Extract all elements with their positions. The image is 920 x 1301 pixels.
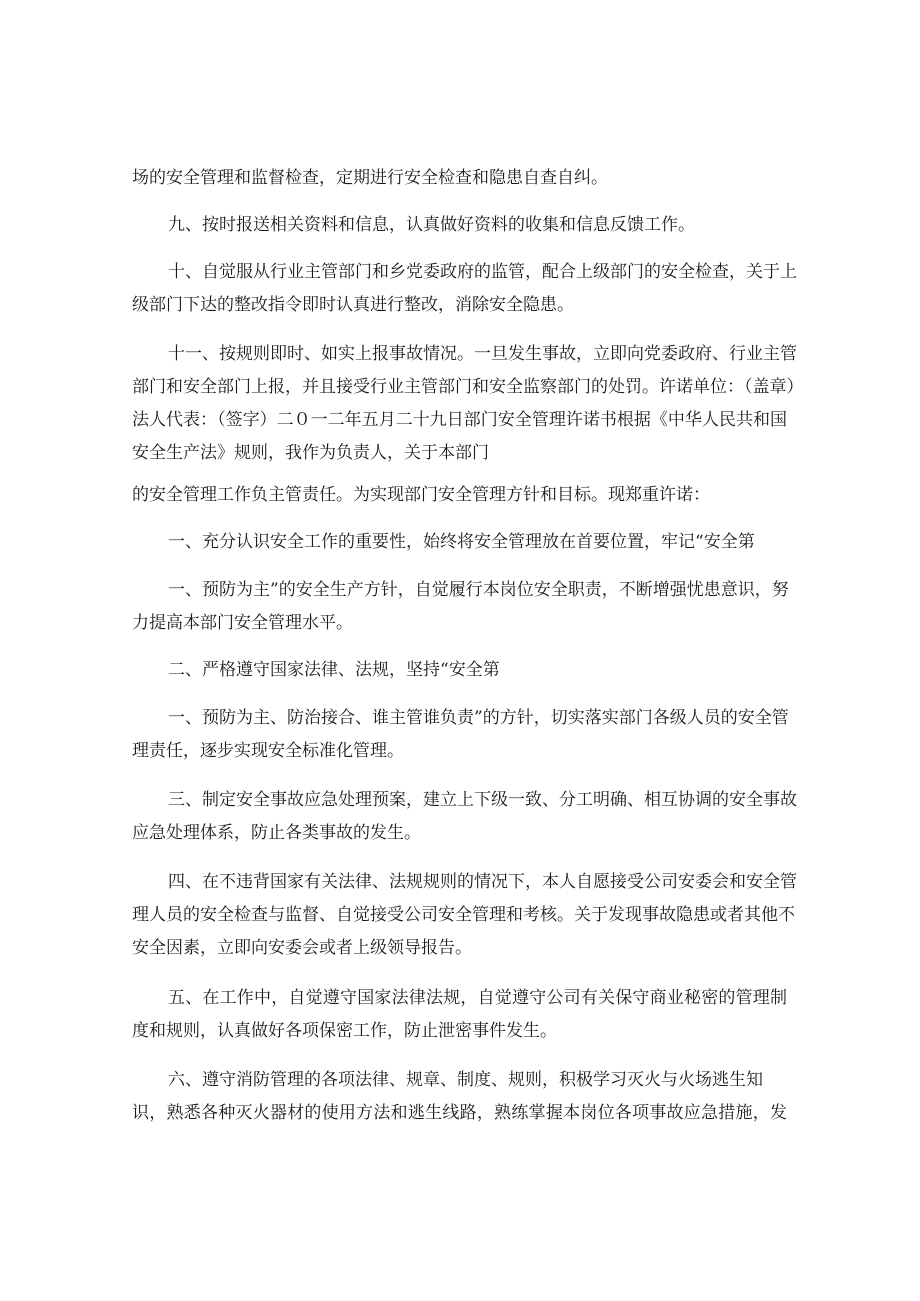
item-2-line-3: 理责任，逐步实现安全标准化管理。 (132, 741, 404, 761)
item-1-line-3: 力提高本部门安全管理水平。 (132, 613, 353, 633)
item-3-line-1: 三、制定安全事故应急处理预案，建立上下级一致、分工明确、相互协调的安全事故 (168, 790, 797, 810)
item-1-line-1: 一、充分认识安全工作的重要性，始终将安全管理放在首要位置，牢记“安全第 (168, 532, 755, 552)
item-6-line-1: 六、遵守消防管理的各项法律、规章、制度、规则，积极学习灭火与火场逃生知 (168, 1070, 763, 1090)
item-4-line-1: 四、在不违背国家有关法律、法规规则的情况下，本人自愿接受公司安委会和安全管 (168, 872, 797, 892)
paragraph-10-line-1: 十、自觉服从行业主管部门和乡党委政府的监管，配合上级部门的安全检查，关于上 (168, 262, 797, 282)
paragraph-10-line-2: 级部门下达的整改指令即时认真进行整改，消除安全隐患。 (132, 295, 574, 315)
paragraph-11-line-2: 部门和安全部门上报，并且接受行业主管部门和安全监察部门的处罚。许诺单位：（盖章） (132, 377, 804, 397)
item-4-line-2: 理人员的安全检查与监督、自觉接受公司安全管理和考核。关于发现事故隐患或者其他不 (132, 905, 795, 925)
item-5-line-1: 五、在工作中，自觉遵守国家法律法规，自觉遵守公司有关保守商业秘密的管理制 (168, 988, 787, 1008)
item-3-line-2: 应急处理体系，防止各类事故的发生。 (132, 823, 421, 843)
item-2-line-2: 一、预防为主、防治接合、谁主管谁负责”的方针，切实落实部门各级人员的安全管 (168, 708, 789, 728)
item-5-line-2: 度和规则，认真做好各项保密工作，防止泄密事件发生。 (132, 1021, 557, 1041)
commitment-intro-line: 的安全管理工作负主管责任。为实现部门安全管理方针和目标。现郑重许诺： (132, 485, 710, 505)
item-1-line-2: 一、预防为主”的安全生产方针，自觉履行本岗位安全职责，不断增强忧患意识，努 (168, 580, 789, 600)
paragraph-9-heading-line: 九、按时报送相关资料和信息，认真做好资料的收集和信息反馈工作。 (168, 215, 695, 235)
paragraph-11-line-3: 法人代表：（签字）二０一二年五月二十九日部门安全管理许诺书根据《中华人民共和国 (132, 410, 787, 430)
paragraph-11-line-1: 十一、按规则即时、如实上报事故情况。一旦发生事故，立即向党委政府、行业主管 (168, 344, 797, 364)
paragraph-11-line-4: 安全生产法》规则，我作为负责人，关于本部门 (132, 443, 489, 463)
item-2-line-1: 二、严格遵守国家法律、法规，坚持“安全第 (168, 660, 500, 680)
text-line: 场的安全管理和监督检查，定期进行安全检查和隐患自查自纠。 (132, 168, 608, 188)
item-4-line-3: 安全因素，立即向安委会或者上级领导报告。 (132, 938, 472, 958)
item-6-line-2: 识，熟悉各种灭火器材的使用方法和逃生线路，熟练掌握本岗位各项事故应急措施，发 (132, 1103, 787, 1123)
